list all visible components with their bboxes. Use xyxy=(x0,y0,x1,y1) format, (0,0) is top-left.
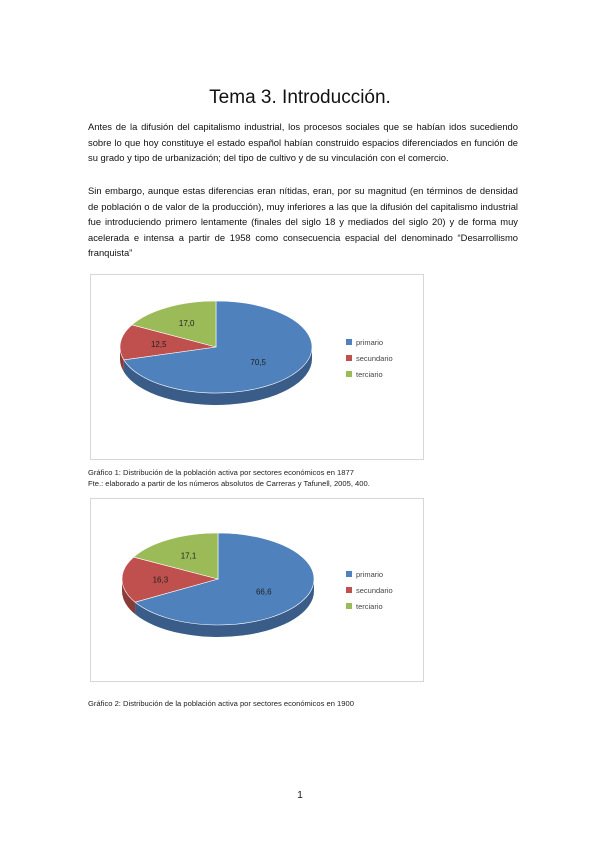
legend-swatch-primario xyxy=(346,339,352,345)
legend-swatch-primario xyxy=(346,571,352,577)
legend-swatch-secundario xyxy=(346,355,352,361)
legend-label-terciario: terciario xyxy=(356,602,383,611)
pie-label-secundario: 16,3 xyxy=(152,575,169,585)
legend-label-secundario: secundario xyxy=(356,354,393,363)
figure-1-caption: Gráfico 1: Distribución de la población activa por sectores económicos en 1877 xyxy=(88,468,354,477)
page-number: 1 xyxy=(297,790,303,801)
pie-label-terciario: 17,0 xyxy=(178,319,195,329)
figure-1-source: Fte.: elaborado a partir de los números absolutos de Carreras y Tafunell, 2005, 400. xyxy=(88,479,370,488)
legend-label-primario: primario xyxy=(356,570,384,579)
paragraph-1: Antes de la difusión del capitalismo industrial, los procesos sociales que se habían idos sucediendo sobre lo que hoy constituye el estado español habían construido espacios diferenciados en función de su grado y tipo de urbanización; del tipo de cultivo y de su vinculación con el comercio. xyxy=(88,121,518,163)
legend-label-terciario: terciario xyxy=(356,370,383,379)
legend-swatch-terciario xyxy=(346,603,352,609)
chart-1-box xyxy=(90,274,424,460)
figure-2-caption: Gráfico 2: Distribución de la población activa por sectores económicos en 1900 xyxy=(88,699,354,708)
chart-2-box xyxy=(90,498,424,682)
legend-swatch-terciario xyxy=(346,371,352,377)
paragraph-2: Sin embargo, aunque estas diferencias eran nítidas, eran, por su magnitud (en términos de densidad de población o de valor de la producción), muy inferiores a las que la difusión del capitalismo industrial fue introduciendo primero lentamente (finales del siglo 18 y mediados del siglo 20) y de forma muy acelerada e intensa a partir de 1958 como consecuencia espacial del denominado “Desarrollismo franquista” xyxy=(88,185,518,258)
pie-chart-1 xyxy=(91,275,423,459)
pie-label-terciario: 17,1 xyxy=(180,551,197,561)
page-title: Tema 3. Introducción. xyxy=(209,86,391,108)
pie-chart-2 xyxy=(91,499,423,681)
legend-swatch-secundario xyxy=(346,587,352,593)
pie-label-primario: 70,5 xyxy=(250,358,267,368)
legend-label-primario: primario xyxy=(356,338,384,347)
pie-label-primario: 66,6 xyxy=(255,587,272,597)
pie-label-secundario: 12,5 xyxy=(150,339,167,349)
legend-label-secundario: secundario xyxy=(356,586,393,595)
